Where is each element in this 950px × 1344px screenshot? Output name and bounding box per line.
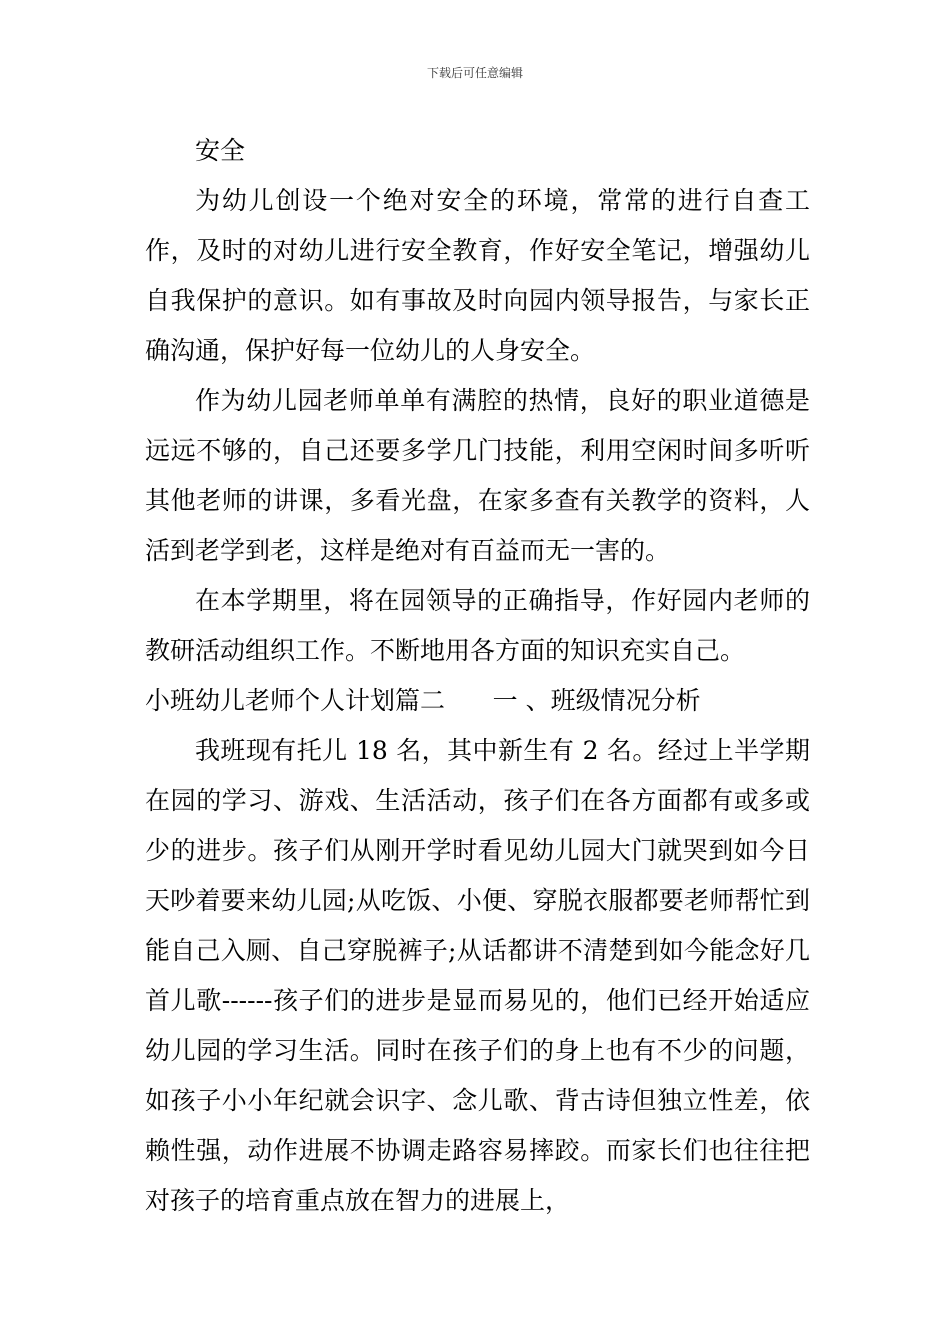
paragraph: 作为幼儿园老师单单有满腔的热情，良好的职业道德是远远不够的，自己还要多学几门技能，利用空闲时间多听听其他老师的讲课，多看光盘，在家多查有关教学的资料，人活到老学到老，这样是绝对有百益而无一害的。 (145, 386, 810, 565)
paragraph: 为幼儿创设一个绝对安全的环境，常常的进行自查工作，及时的对幼儿进行安全教育，作好安全笔记，增强幼儿自我保护的意识。如有事故及时向园内领导报告，与家长正确沟通，保护好每一位幼儿的人身安全。 (145, 186, 810, 365)
document-body (145, 126, 810, 1226)
section-heading: 小班幼儿老师个人计划篇二 一 、班级情况分析 (145, 686, 701, 715)
paragraph: 我班现有托儿 18 名，其中新生有 2 名。经过上半学期在园的学习、游戏、生活活动，孩子们在各方面都有或多或少的进步。孩子们从刚开学时看见幼儿园大门就哭到如今日天吵着要来幼儿园;从吃饭、小便、穿脱衣服都要老师帮忙到能自己入厕、自己穿脱裤子;从话都讲不清楚到如今能念好几首儿歌------孩子们的进步是显而易见的，他们已经开始适应幼儿园的学习生活。同时在孩子们的身上也有不少的问题，如孩子小小年纪就会识字、念儿歌、背古诗但独立性差，依赖性强，动作进展不协调走路容易摔跤。而家长们也往往把对孩子的培育重点放在智力的进展上， (145, 736, 810, 1215)
paragraph: 在本学期里，将在园领导的正确指导，作好园内老师的教研活动组织工作。不断地用各方面的知识充实自己。 (145, 586, 810, 665)
page-header: 下载后可任意编辑 (426, 66, 523, 80)
section-title: 安全 (195, 136, 246, 165)
